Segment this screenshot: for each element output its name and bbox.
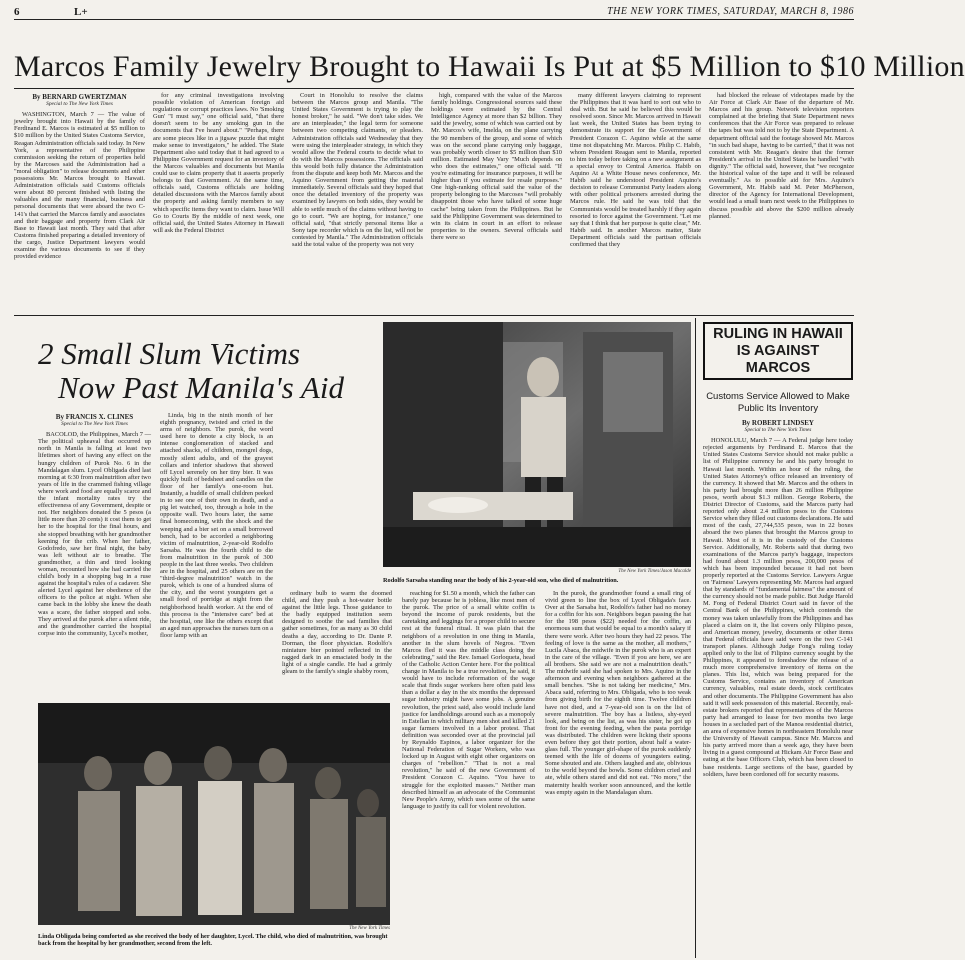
slum-text-5: In the purok, the grandmother found a small ring of vivid green to line the box of Lycel Obligada's face. Over at the Sarsaba hut, Rodolfo's father had no money for a coffin for his son. Neighbors began passing the hat for the 198 pesos ($22) needed for the coffin, an enormous sum that would be equal to a month's salary if there were work. After two hours they had 22 pesos. The feeling of love is the same as the mother, all mothers," Lucila Abaca, the midwife in the purok who is an expert in the care of the village. "Even if you are here, we are all brothers. She said we are not a malnutrition death." The midwife said she had spoken to Mrs. Aquino in the afternoon and evening when neighbors gathered at the small benches. "She is not taking her medicine," Mrs. Abaca said, referring to Mrs. Obligada, who is too weak from giving birth for the eighth time. Twelve children have not died, and a 7-year-old son is on the list of severe malnutrition. The boy has a listless, shy-eyed look, and being on the list, as was his sister, he got up front for the evening feeding, when the pasta porridge was distributed. The children were licking their spoons even before they got their portion, about half a water-glass full. The younger girl-shape of the purok suddenly teemed with the life of dozens of youngsters eating. Some shouted and ate. Others laughed and ate, oblivious to the world beyond the bowls. Some children cried and ate, while others stared and did not eat. "No more," the maternity health worker soon announced, and the kettle was empty again in the Mandalagan slum. xyxy=(545,590,691,796)
slum-text-2: Linda, big in the ninth month of her eighth pregnancy, twisted and cried in the arms of neighbors. The purok, the word used here to denote a city block, is an intense conglomeration of stacked and attached shacks, of children, mongrel dogs, mostly silent adults, and of the grayest collars and inferior shadows that showed off Lycel serenely on her tiny bier. It was quickly built of bedsheet and candles on the floor of her family's one-room hut. Instantly, a huddle of small children peeked in to see one of their own in death, and a pig let watched, too, through a hole in the opposite wall. Two hours later, the same final homecoming, with the shock and the weeping and a bier set on a small borrowed bench, had to be accorded a neighboring victim of malnutrition, 2-year-old Rodolfo Sarsaba. He was the fourth child to die from malnutrition in the purok of 300 people in the last three weeks. Two children are in the hospital, and 25 others are on the "third-degree malnutrition" watch in the purok, which is one of a hundred slums of the city, and the worst youngsters get a small food of porridge at night from the neighborhood health worker. At the end of this process is the "intensive care" bed at the hospital, one like the others except that an aged nun approaches the nurses turn on a floor lamp with an xyxy=(160,412,273,639)
slum-text-3: ordinary bulb to warm the doomed child, and they push a hot-water bottle against the little legs. Those guidance to the badly equipped institution seem designed to soothe the sad families that gather sometimes, for as many as 30 child deaths a day, according to Dr. Dante P. Dorman, the floor physician. Rodolfo's miniature bier pointed reflected in the ragged dark in an emaciated body in the light of a single candle. He had a grimly gleam to the family's single shabby room, xyxy=(282,590,392,676)
side-headline-line-1: RULING IN HAWAII xyxy=(713,325,843,342)
slum-byline: By FRANCIS X. CLINES xyxy=(55,413,134,421)
slum-headline xyxy=(38,337,378,405)
main-text-5: many different lawyers claiming to represent the Philippines that it was hard to sort out who to deal with. But he said he believed this would be resolved soon. Since Mr. Marcos arrived in Hawaii last week, the United States has been trying to demonstrate its support for the Government of President Corazon C. Aquino while at the same time not dispatching Mr. Marcos. Philip C. Habib, whom President Reagan sent to Manila, reported to him today before taking on a new assignment as a special envoy to Central America. Habib on Aquino At a White House news conference, Mr. Habib said he understood President Aquino's decision to release Communist Party leaders along with other political prisoners arrested during the Marcos rule. He said he was told that the Communists would be treated harshly if they again resorted to force against the Government. "Let me say that I think that her purpose is quite clear," Mr. Habib said. In another Marcos matter, State Department officials said the partisan officials confirmed that they xyxy=(570,92,701,248)
main-story-column-3 xyxy=(292,92,423,310)
photo-bottom-credit: The New York Times xyxy=(349,926,390,931)
photo-mother-comforted xyxy=(38,703,390,925)
photo-bottom-caption: Linda Obligada being comforted as she received the body of her daughter, Lycel. The child, who died of malnutrition, was brought back from the hospital by her grandmother, second from the left. xyxy=(38,933,388,947)
photo-top-caption: Rodolfo Sarsaba standing near the body of his 2-year-old son, who died of malnutrition. xyxy=(383,577,619,584)
slum-text-1: BACOLOD, the Philippines, March 7 — The political upheaval that occurred up north in Manila is falling at least two lifetimes short of having any effect on the hungry children of Purok No. 6 in the Mandalagan slum. Lycel Obligada died last morning at 6:30 from malnutrition after two years of life in the crammed fishing village where work and food are equally scarce and the infant mortality rates try the effectiveness of any Government, despite or not. Her neighbors donated the 5 pesos (a little more than 20 cents) it cost them to get her to the hospital for the final hours, and she stopped breathing with her grandmother keening for the crib. When her father, Godofredo, saw her final night, the baby was left without air to breathe. The grandmother, a thin and tired looking woman, recounted how she had carried the child's body in a shopping bag in a ruse against the hospital's rules of a cadaver. She alerted Lycel against her obedience of the officers to the police at night. When she came back in the lobby she knew the death was a scare, the father stopped and sobs. They arrived at the purok after a silent ride, and the grandmother carried the hospital corpse into the community, Lycel's mother, xyxy=(38,431,151,637)
main-special: Special to The New York Times xyxy=(46,101,113,108)
slum-special: Special to The New York Times xyxy=(61,421,128,428)
main-text-3: Court in Honolulu to resolve the claims between the Marcos group and Manila. "The United States Government is trying to play the honest broker," he said. "We don't take sides. We are an interpleader," the legal term for someone between two competing claimants, or pleaders. Administration officials said Wednesday that they were using the interpleader strategy, in which they would allow the Federal courts to decide what to do with the Marcos possessions. The officials said this would both fully distance the Administration from the dispute and keep both Mr. Marcos and the Aquino Government from getting the material immediately. Several officials said they hoped that once the detailed inventory of the property was examined by lawyers on both sides, they would be able to settle much of the claims without having to go to court. "We are hoping, for instance," one official said, "that strictly personal items like a Sony tape recorder which is on the list, will not be contested by Manila." The Administration officials said the total value of the property was not very xyxy=(292,92,423,248)
slum-headline-line-2: Now Past Manila's Aid xyxy=(58,370,344,405)
main-text-6: had blocked the release of videotapes made by the Air Force at Clark Air Base of the departure of Mr. Marcos and his group. Network television reporters complained at the briefing that State Department news conferences that the Air Force was prepared to release the tapes but was told not to by the State Department. A department official said the footage showed Mr. Marcos "in such bad shape, having to be carried," that it was not consistent with Mr. Reagan's desire that the former President's arrival in the United States be handled "with dignity." The official said, however, that "we recognize the historical value of the tape and it will be released eventually." As to possible aid for Mrs. Aquino's Government, Mr. Habib said M. Peter McPherson, director of the Agency for International Development, would lead a small team next week to the Philippines to discuss possible aid above the $200 million already planned. xyxy=(709,92,854,220)
side-byline: By ROBERT LINDSEY xyxy=(742,419,814,427)
slum-column-2 xyxy=(160,412,273,700)
section-rule xyxy=(14,315,854,316)
main-story-column-2 xyxy=(153,92,284,310)
masthead-dateline: THE NEW YORK TIMES, SATURDAY, MARCH 8, 1986 xyxy=(607,6,854,17)
folio-bar xyxy=(14,4,854,20)
side-story-deck: Customs Service Allowed to Make Public Its Inventory xyxy=(706,391,850,414)
slum-column-5 xyxy=(545,590,691,958)
main-text-2: for any criminal investigations involving possible violation of American foreign aid regulations or corrupt practices laws. No 'Smoking Gun' "I must say," one official said, "that there doesn't seem to be any smoking gun in the documents that I've heard about." "Perhaps, there are some pieces like in a jigsaw puzzle that might make sense to investigators," he added. The State Department also said today that it had agreed to a Philippine Government request for an inventory of the Marcos valuables and documents but Manila could use to claim property that it asserts properly belongs to that Government. At the same time, officials said, Customs officials are holding detailed discussions with the Marcos family about the property and asking family members to say which specific items they want to claim. Issue Will Go to Courts By the middle of next week, one official said, the United States Attorney in Hawaii will ask the Federal District xyxy=(153,92,284,234)
slum-column-4 xyxy=(402,590,535,958)
page-number: 6 xyxy=(14,5,20,18)
main-story-column-4 xyxy=(431,92,562,310)
slum-text-4: reaching for $1.50 a month, which the father can barely pay because he is jobless, like most men of the purok. The price of a small white coffin is beyond the income of purok residents, but the caretaking and leggings for a proper child to secure rest at the funeral ritual. It was plain that the neighbors of a revolution in one thing in Manila, another in the slum hovels of Negros. "Even Marcos fled it was the middle class doing the celebrating," said the Rev. Ismael Gorloqueta, head of the Catholic Action Center here. For the political change in Manila to be a true revolution, he said, it would have to include reformation of the wage scale that finds sugar workers here often paid less than a dollar a day in the six months the depressed sugar industry might have some jobs. A genuine revolution, the priest said, also would include land justice for landholdings around such as a monopoly in Estellan in which military men shot and killed 21 sugar farmers involved in a labor protest. That definition was seconded over at the provincial jail by Reynaldo Espinos, a labor organizer for the National Federation of Sugar Workers, who was locked up in August with eight other organizers on charges of "rebellion." "That is not a real revolution," he said of the new Government of President Corazon C. Aquino. "You have to struggle for the exploited masses." Neither man described himself as an advocate of the Communist New People's Army, which uses some of the same language to justify its call for violent revolution. xyxy=(402,590,535,810)
slum-column-3 xyxy=(282,590,392,700)
photo-father-at-bier xyxy=(383,322,691,567)
photo-mother-image xyxy=(38,703,390,925)
main-text-4: high, compared with the value of the Marcos family holdings. Congressional sources said these holdings were estimated by the Central Intelligence Agency at more than $2 billion. They said the jewelry, some of which was carried out by Mr. Marcos's wife, Imelda, on the plane carrying the 90 members of the group, and some of which was on the second plane carrying only baggage, was probably worth closer to $5 million than $10 million. Estimated May Vary "Much depends on who does the estimates," one official said. "If you're estimating for insurance purposes, it will be higher than if you estimate for resale purposes." One high-ranking official said the value of the property belonging to the Marcoses "will probably disappoint those who have talked of some huge cache" being taken from the Philippines. But he said the Philippine Government was determined to win its claim in court in an effort to release properties to the owners. Several officials said there were so xyxy=(431,92,562,241)
photo-father-image xyxy=(383,322,691,567)
main-story-column-1 xyxy=(14,92,145,310)
slum-column-1 xyxy=(38,412,151,700)
main-headline: Marcos Family Jewelry Brought to Hawaii Is Put at $5 Million to $10 Million xyxy=(14,50,965,83)
side-special: Special to The New York Times xyxy=(744,427,812,434)
side-story-headline-box xyxy=(703,322,853,380)
column-divider xyxy=(695,318,696,958)
edition-mark: L+ xyxy=(74,5,88,18)
photo-top-credit: The New York Times/Jason Macalde xyxy=(618,569,691,574)
main-text-1: WASHINGTON, March 7 — The value of jewelry brought into Hawaii by the family of Ferdinand E. Marcos is estimated at $5 million to $10 million by the United States Customs Service, Reagan Administration officials said today. In New York, a representative of the Philippine commission seeking the return of properties held by the Marcoses said the Administration had a "moral obligation" to release documents and other possessions Mr. Marcos brought to Hawaii. Administration officials said Customs officials were about 80 percent finished with listing the valuables and the many financial, business and personal documents that were aboard the two C-141's that carried the Marcos family and associates and their baggage and property from Clark Air Base to Hawaii last month. They said that after Customs finished preparing a detailed inventory of the cargo, Justice Department lawyers would examine the various documents to see if they provided evidence xyxy=(14,111,145,261)
side-story-column xyxy=(703,418,853,958)
slum-headline-line-1: 2 Small Slum Victims xyxy=(38,336,301,371)
main-byline: By BERNARD GWERTZMAN xyxy=(32,93,127,101)
side-text: HONOLULU, March 7 — A Federal judge here today rejected arguments by Ferdinand E. Marcos that the United States Customs Service should not make public a list of Philippine currency he and his party brought to Hawaii last month. Within an hour of the ruling, the United States Attorney's office released an inventory of the currency. It showed that Mr. Marcos and the others in his party had brought more than 26 million Philippine pesos, worth about $1.3 million. George Roberts, the District Director of Customs, said the Marcos party had reported only about 2.4 million pesos to the Customs Service when they filled out customs declarations. He said most of the cash, 27,744,535 pesos, was in 22 boxes aboard the two planes that brought the Marcos group to Hawaii. Most of it is in the custody of the Customs Service. Additionally, Mr. Roberts said that during two examinations of the Marcos party's baggage, inspectors had found about 1.3 million pesos, 200,000 pesos of which has been impounded because it had not been properly reported at the Customs Service. Lawyers Argue on 'Fairness' Lawyers representing Mr. Marcos had argued that by standards of "fundamental fairness" the amount of the currency should not be made public. But Judge Harold M. Fong of Federal District Court said in favor of the Central Bank of the Philippines, which contends the money was taken unlawfully from the Philippines and has placed a claim on it, the list covers only Filipino pesos, and American money, jewelry, documents or other items that Federal officials have said were on the two C-141 transport planes. Although Judge Fong's ruling today applied only to the list of Filipino currency sought by the Philippines, it appeared to foreshadow the release of a much more comprehensive inventory of items on the planes. This list, which was being prepared for the Customs Service, contains an inventory of American currency, valuables, real estate deeds, stock certificates and other documents. The Philippine Government has also said it will seek possession of this material. Recently, real-estate brokers reported that representatives of the Marcos party had arranged to lease for two months two large houses in a secluded part of the Manoa residential district, an area of expensive homes in northeastern Honolulu near the University of Hawaii campus. Since Mr. Marcos and his party arrived more than a week ago, they have been living in a guest compound at Hickam Air Force Base and eating at the base Officers Club, which has been closed to base residents. Large sections of the base, guarded by soldiers, have been cordoned off for security reasons. xyxy=(703,437,853,778)
main-story-column-6 xyxy=(709,92,854,310)
headline-rule xyxy=(14,88,854,89)
main-story-column-5 xyxy=(570,92,701,310)
side-headline-line-2: IS AGAINST MARCOS xyxy=(736,342,820,376)
